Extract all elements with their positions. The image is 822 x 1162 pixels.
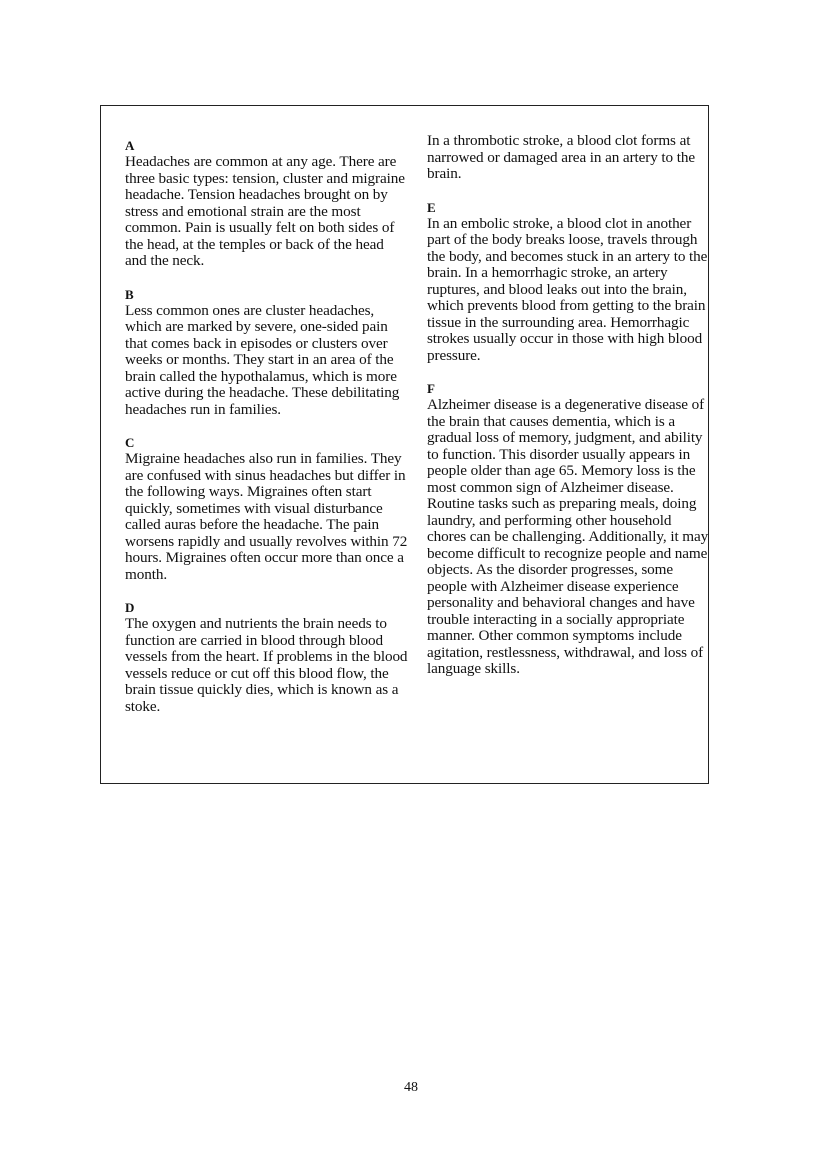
section-text-d: The oxygen and nutrients the brain needs to function are carried in blood through blood vessels from the heart. If problems in the blood vessels reduce or cut off this blood flow, the brain tissue quickly dies, which is known as a stoke. <box>125 615 408 715</box>
section-text-a: Headaches are common at any age. There are three basic types: tension, cluster and migraine headache. Tension headaches brought on by stress and emotional strain are the most common. Pain is usually felt on both sides of the head, at the temples or back of the head and the neck. <box>125 153 405 269</box>
section-letter-e: E <box>427 199 436 215</box>
section-text-d-continued: In a thrombotic stroke, a blood clot forms at narrowed or damaged area in an artery to the brain. <box>427 132 695 182</box>
left-column <box>125 138 409 732</box>
section-letter-a: A <box>125 138 135 153</box>
section-letter-b: B <box>125 286 134 302</box>
section-a <box>125 138 409 270</box>
right-column <box>427 133 709 695</box>
page-number: 48 <box>404 1080 418 1095</box>
section-b <box>125 287 409 419</box>
section-text-f: Alzheimer disease is a degenerative disease of the brain that causes dementia, which is a gradual loss of memory, judgment, and ability to function. This disorder usually appears in people older than age 65. Memory loss is the most common sign of Alzheimer disease. Routine tasks such as preparing meals, doing laundry, and performing other household chores can be challenging. Additionally, it may become difficult to recognize people and name objects. As the disorder progresses, some people with Alzheimer disease experience personality and behavioral changes and have trouble interacting in a socially appropriate manner. Other common symptoms include agitation, restlessness, withdrawal, and loss of language skills. <box>427 396 709 677</box>
section-letter-d: D <box>125 600 135 615</box>
section-text-e: In an embolic stroke, a blood clot in another part of the body breaks loose, travels through the body, and becomes stuck in an artery to the brain. In a hemorrhagic stroke, an artery ruptures, and blood leaks out into the brain, which prevents blood from getting to the brain tissue in the surrounding area. Hemorrhagic strokes usually occur in those with high blood pressure. <box>427 214 708 364</box>
section-letter-f: F <box>427 381 435 396</box>
text-box-frame <box>100 105 709 784</box>
section-text-c: Migraine headaches also run in families. They are confused with sinus headaches but differ in the following ways. Migraines often start quickly, sometimes with visual disturbance called auras before the headache. The pain worsens rapidly and usually revolves within 72 hours. Migraines often occur more than once a month. <box>125 450 408 583</box>
section-text-b: Less common ones are cluster headaches, which are marked by severe, one-sided pain that comes back in episodes or clusters over weeks or months. They start in an area of the brain called the hypothalamus, which is more active during the headache. These debilitating headaches run in families. <box>125 301 400 418</box>
section-letter-c: C <box>125 435 135 450</box>
section-e <box>427 200 709 365</box>
section-d <box>125 600 409 715</box>
section-f <box>427 381 709 678</box>
section-c <box>125 435 409 583</box>
